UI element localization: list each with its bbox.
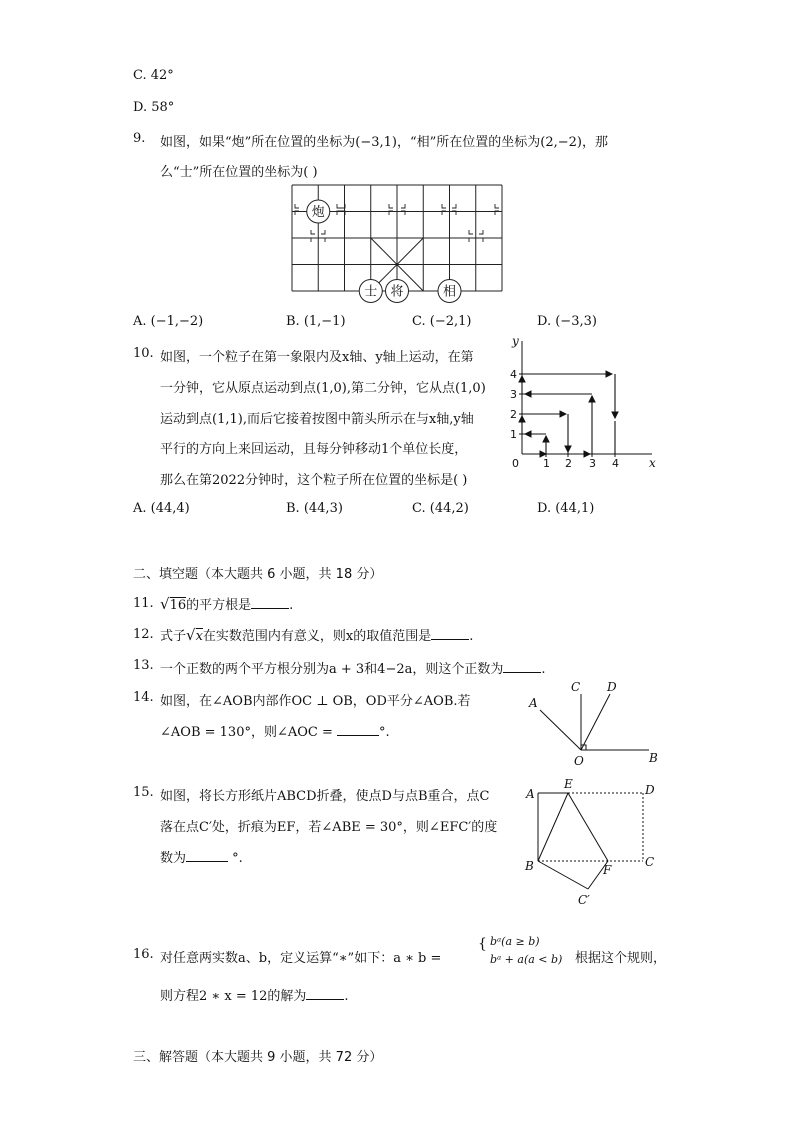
q14-line2-end: °. [379,725,390,740]
q12-number: 12. [133,627,154,642]
q10-stem-line5: 那么在第2022分钟时，这个粒子所在位置的坐标是( ) [160,473,468,488]
q16-line2-text: 则方程2 ∗ x = 12的解为 [160,989,307,1004]
q14-answer-blank[interactable] [337,723,379,736]
x-tick-4: 4 [612,457,619,470]
label-c: C [571,680,581,694]
q10-option-a: A. (44,4) [133,501,190,516]
piece-jiang-label: 将 [390,284,404,300]
q13-number: 13. [133,658,154,673]
y-tick-2: 2 [510,408,517,421]
angle-aob-figure [523,676,663,768]
q11-stem [160,594,293,613]
q8-option-d: D. 58° [133,100,175,115]
q11-number: 11. [133,596,154,611]
axis-origin-label: 0 [512,457,519,470]
x-axis-label: x [649,456,656,470]
q13-stem [160,658,546,677]
q9-option-a: A. (−1,−2) [133,314,204,329]
label-e: E [564,777,573,791]
q16-stem-line1: 对任意两实数a、b，定义运算“∗”如下：a ∗ b = [160,951,442,966]
q9-number: 9. [133,131,146,146]
label-o: O [574,754,584,768]
q16-case2: bᵃ + a(a < b) [490,953,563,966]
x-tick-3: 3 [589,457,596,470]
label-c-prime: C′ [578,893,590,907]
particle-path-figure [506,333,666,473]
q12-answer-blank[interactable] [431,627,469,640]
q13-text: 一个正数的两个平方根分别为a + 3和4−2a，则这个正数为 [160,662,504,677]
chess-board-figure [286,182,508,306]
q11-radicand: 16 [169,598,187,613]
q11-answer-blank[interactable] [251,596,289,609]
q9-stem-line1: 如图，如果“炮”所在位置的坐标为(−3,1)，“相”所在位置的坐标为(2,−2)，那 [160,135,609,150]
label-c: C [645,855,655,869]
q15-answer-blank[interactable] [186,849,228,862]
q16-stem-line1-end: 根据这个规则， [575,951,667,966]
q14-number: 14. [133,690,154,705]
q10-stem-line3: 运动到点(1,1),而后它接着按图中箭头所示在与x轴,y轴 [160,412,474,427]
q8-option-c: C. 42° [133,68,174,83]
q16-case1: bᵃ(a ≥ b) [490,935,540,948]
y-tick-4: 4 [510,368,517,381]
x-tick-1: 1 [543,457,550,470]
q16-stem-line2 [160,985,349,1004]
q10-number: 10. [133,346,154,361]
q11-text: 的平方根是 [186,598,252,613]
q10-option-b: B. (44,3) [286,501,343,516]
q9-stem-line2: 么“士”所在位置的坐标为( ) [160,165,318,180]
q14-stem-line2 [160,721,390,740]
q10-stem-line4: 平行的方向上来回运动，且每分钟移动1个单位长度， [160,442,468,457]
q15-stem-line3 [160,847,243,866]
piece-pao [307,200,330,223]
q10-option-d: D. (44,1) [537,501,595,516]
q13-answer-blank[interactable] [503,660,541,673]
label-b: B [525,859,534,873]
label-d: D [645,783,655,797]
q12-pre: 式子 [160,629,187,644]
y-tick-3: 3 [510,388,517,401]
section-fill-in-heading: 二、填空题（本大题共 6 小题，共 18 分） [133,567,383,582]
sqrt-symbol: √ [186,626,196,644]
q15-line3-end: °. [228,851,243,866]
q9-option-b: B. (1,−1) [286,314,346,329]
piece-jiang [386,280,409,303]
label-a: A [529,696,538,710]
q10-option-c: C. (44,2) [412,501,469,516]
piece-xiang-label: 相 [442,284,457,300]
q10-stem-line2: 一分钟，它从原点运动到点(1,0),第二分钟，它从点(1,0) [160,381,486,396]
piece-shi [359,280,382,303]
x-tick-2: 2 [565,457,572,470]
label-f: F [603,863,612,877]
piecewise-brace: { [478,936,487,952]
rectangle-fold-figure [518,772,668,912]
piece-pao-label: 炮 [311,205,325,220]
label-a: A [526,787,535,801]
q16-end: . [344,989,349,1004]
q14-line2-text: ∠AOB = 130°，则∠AOC = [160,725,338,740]
q12-end: . [469,629,474,644]
q15-stem-line1: 如图，将长方形纸片ABCD折叠，使点D与点B重合，点C [160,789,490,804]
q9-option-c: C. (−2,1) [412,314,472,329]
sqrt-symbol: √ [160,595,170,613]
q12-radicand: x [195,629,203,644]
q14-stem-line1: 如图，在∠AOB内部作OC ⊥ OB，OD平分∠AOB.若 [160,694,471,709]
y-tick-1: 1 [510,428,517,441]
q15-line3-text: 数为 [160,851,187,866]
q10-stem-line1: 如图，一个粒子在第一象限内及x轴、y轴上运动，在第 [160,350,474,365]
label-d: D [607,680,617,694]
q16-number: 16. [133,947,154,962]
q15-number: 15. [133,785,154,800]
piece-xiang [438,280,461,303]
q11-end: . [289,598,294,613]
label-b: B [649,751,658,765]
q13-end: . [541,662,546,677]
piece-shi-label: 士 [364,284,378,300]
section-solution-heading: 三、解答题（本大题共 9 小题，共 72 分） [133,1050,383,1065]
q12-text: 在实数范围内有意义，则x的取值范围是 [202,629,432,644]
y-axis-label: y [512,334,519,348]
q16-answer-blank[interactable] [306,987,344,1000]
q9-option-d: D. (−3,3) [537,314,597,329]
q15-stem-line2: 落在点C′处，折痕为EF，若∠ABE = 30°，则∠EFC′的度 [160,820,498,835]
q12-stem [160,625,473,644]
